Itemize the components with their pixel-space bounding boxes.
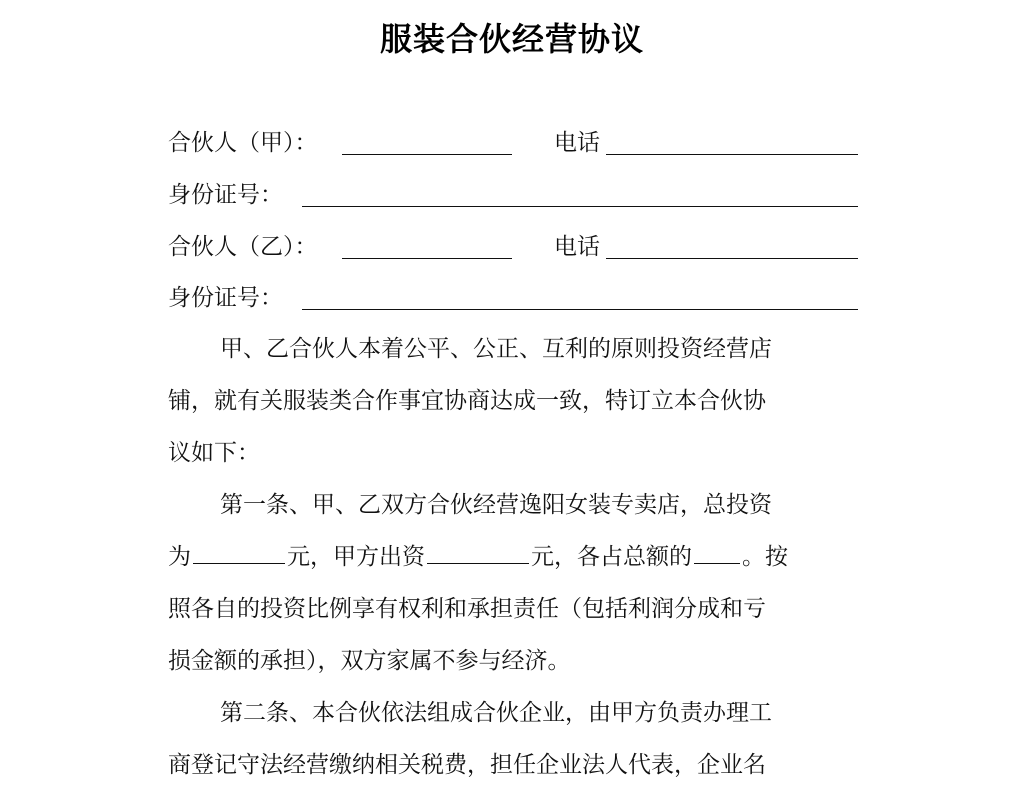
phone-a-blank[interactable] [606,154,858,155]
partner-b-blank[interactable] [342,258,512,259]
intro-paragraph [168,323,860,479]
party-a-investment-blank[interactable] [427,539,529,564]
article-1-text-d: 。按 [742,544,788,570]
article-1-text-c: 元，各占总额的 [531,544,692,570]
id-a-blank[interactable] [302,206,858,207]
partner-a-row [168,128,860,158]
article-2-line-2: 商登记守法经营缴纳相关税费，担任企业法人代表，企业名 [168,752,766,778]
partner-b-row [168,232,860,262]
share-percent-blank[interactable] [694,539,740,564]
phone-a-label: 电话 [554,130,600,156]
intro-line-1: 甲、乙合伙人本着公平、公正、互利的原则投资经营店 [220,336,772,362]
article-1-line-4: 损金额的承担），双方家属不参与经济。 [168,648,571,674]
id-b-label: 身份证号： [168,285,283,311]
id-b-blank[interactable] [302,309,858,310]
id-a-row [168,180,860,210]
intro-line-3: 议如下： [168,440,260,466]
partner-a-label: 合伙人（甲）： [168,130,318,156]
phone-b-blank[interactable] [606,258,858,259]
article-2-line-1: 第二条、本合伙依法组成合伙企业，由甲方负责办理工 [220,700,772,726]
document-title: 服装合伙经营协议 [379,20,644,58]
intro-line-2: 铺，就有关服装类合作事宜协商达成一致，特订立本合伙协 [168,388,766,414]
id-b-row [168,283,860,313]
partner-b-label: 合伙人（乙）： [168,234,318,260]
article-1-text-a: 为 [168,544,191,570]
partner-a-blank[interactable] [342,154,512,155]
article-1-line-3: 照各自的投资比例享有权利和承担责任（包括利润分成和亏 [168,596,766,622]
article-2 [168,687,860,791]
total-investment-blank[interactable] [193,539,285,564]
phone-b-label: 电话 [554,234,600,260]
article-1-line-1: 第一条、甲、乙双方合伙经营逸阳女装专卖店，总投资 [220,492,772,518]
article-1-line-2 [168,531,860,583]
article-1 [168,479,860,687]
id-a-label: 身份证号： [168,182,283,208]
article-1-text-b: 元，甲方出资 [287,544,425,570]
